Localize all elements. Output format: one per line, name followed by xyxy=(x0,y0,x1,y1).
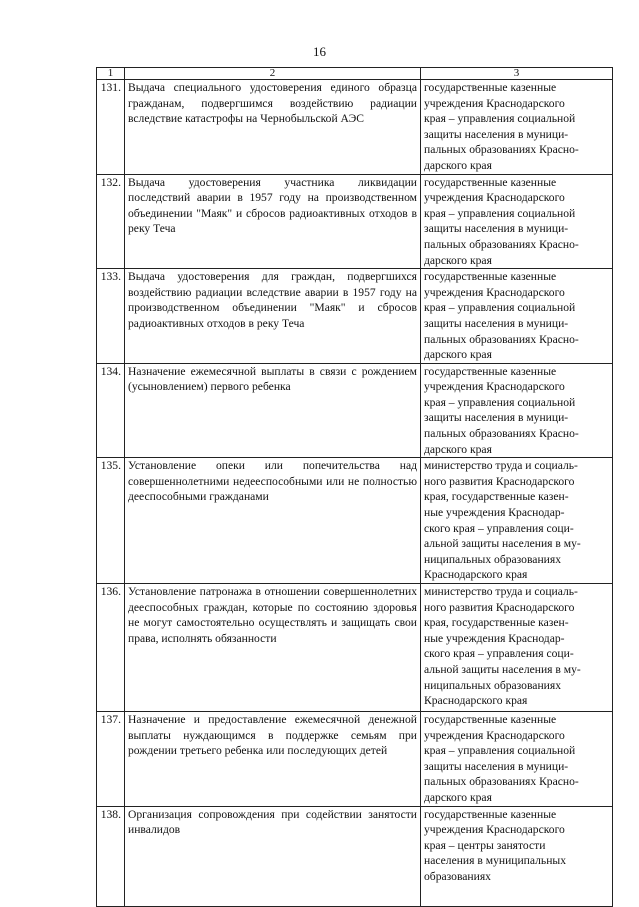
organization-line: края – управления социальной xyxy=(424,395,576,409)
service-description: Выдача специального удостоверения единого образца гражданам, подвергшимся воздействию радиации вследствие катастрофы на Чернобыльской АЭС xyxy=(125,80,421,175)
service-description: Установление опеки или попечительства над совершеннолетними недееспособными или не полностью дееспособными гражданами xyxy=(125,458,421,584)
organization-line: защиты населения в муници- xyxy=(424,411,569,425)
row-number: 133. xyxy=(97,269,125,364)
organization-line: края, государственные казен- xyxy=(424,490,569,504)
organization-line: дарского края xyxy=(424,348,492,362)
row-number: 135. xyxy=(97,458,125,584)
table-header-row xyxy=(97,68,613,80)
responsible-organization xyxy=(421,363,613,458)
organization-line: ного развития Краснодарского xyxy=(424,600,575,614)
organization-line: альной защиты населения в му- xyxy=(424,537,581,551)
organization-line: государственные казенные xyxy=(424,81,557,94)
organization-line: края – управления социальной xyxy=(424,744,576,758)
organization-line: ниципальных образованиях xyxy=(424,678,561,692)
organization-line: края – управления социальной xyxy=(424,206,576,220)
row-number: 137. xyxy=(97,712,125,807)
organization-line: альной защиты населения в му- xyxy=(424,662,581,676)
page-number: 16 xyxy=(313,44,326,59)
organization-line: ского края – управления соци- xyxy=(424,647,574,661)
responsible-organization xyxy=(421,458,613,584)
organization-line: государственные казенные xyxy=(424,364,557,378)
responsible-organization xyxy=(421,806,613,906)
organization-line: населения в муниципальных xyxy=(424,854,566,868)
responsible-organization xyxy=(421,712,613,807)
organization-line: защиты населения в муници- xyxy=(424,127,569,141)
services-table xyxy=(96,67,613,907)
table-row xyxy=(97,363,613,458)
responsible-organization xyxy=(421,269,613,364)
organization-line: учреждения Краснодарского xyxy=(424,96,565,110)
organization-line: края – центры занятости xyxy=(424,838,546,852)
organization-line: ского края – управления соци- xyxy=(424,521,574,535)
service-description: Выдача удостоверения участника ликвидации последствий аварии в 1957 году на производственном объединении "Маяк" и сбросов радиоактивных отходов в реку Теча xyxy=(125,174,421,269)
organization-line: ные учреждения Краснодар- xyxy=(424,631,565,645)
organization-line: учреждения Краснодарского xyxy=(424,285,565,299)
service-description: Назначение и предоставление ежемесячной денежной выплаты нуждающимся в поддержке семьям при рождении третьего ребенка или последующих детей xyxy=(125,712,421,807)
table-row xyxy=(97,174,613,269)
organization-line: края, государственные казен- xyxy=(424,616,569,630)
organization-line: пальных образованиях Красно- xyxy=(424,332,579,346)
organization-line: Краснодарского края xyxy=(424,694,528,708)
organization-line: министерство труда и социаль- xyxy=(424,585,578,598)
organization-line: учреждения Краснодарского xyxy=(424,728,565,742)
service-description: Установление патронажа в отношении совершеннолетних дееспособных граждан, которые по состоянию здоровья не могут самостоятельно осуществлять и защищать свои права, исполнять обязанности xyxy=(125,584,421,712)
row-number: 131. xyxy=(97,80,125,175)
organization-line: дарского края xyxy=(424,253,492,267)
row-number: 136. xyxy=(97,584,125,712)
organization-line: государственные казенные xyxy=(424,175,557,189)
row-number: 134. xyxy=(97,363,125,458)
organization-line: учреждения Краснодарского xyxy=(424,191,565,205)
organization-line: ного развития Краснодарского xyxy=(424,474,575,488)
header-col-3: 3 xyxy=(421,68,613,80)
organization-line: государственные казенные xyxy=(424,270,557,284)
organization-line: защиты населения в муници- xyxy=(424,316,569,330)
responsible-organization xyxy=(421,174,613,269)
service-description: Организация сопровождения при содействии занятости инвалидов xyxy=(125,806,421,906)
table-row xyxy=(97,806,613,906)
organization-line: образованиях xyxy=(424,869,491,883)
organization-line: дарского края xyxy=(424,158,492,172)
table-row xyxy=(97,712,613,807)
responsible-organization xyxy=(421,584,613,712)
organization-line: пальных образованиях Красно- xyxy=(424,427,579,441)
row-number: 138. xyxy=(97,806,125,906)
service-description: Выдача удостоверения для граждан, подвергшихся воздействию радиации вследствие аварии в 1957 году на производственном объединении "Маяк" и сбросов радиоактивных отходов в реку Теча xyxy=(125,269,421,364)
organization-line: учреждения Краснодарского xyxy=(424,823,565,837)
organization-line: дарского края xyxy=(424,442,492,456)
organization-line: Краснодарского края xyxy=(424,568,528,582)
table-row xyxy=(97,458,613,584)
organization-line: защиты населения в муници- xyxy=(424,222,569,236)
responsible-organization xyxy=(421,80,613,175)
organization-line: пальных образованиях Красно- xyxy=(424,237,579,251)
organization-line: пальных образованиях Красно- xyxy=(424,775,579,789)
organization-line: защиты населения в муници- xyxy=(424,759,569,773)
header-col-1: 1 xyxy=(97,68,125,80)
organization-line: пальных образованиях Красно- xyxy=(424,143,579,157)
organization-line: министерство труда и социаль- xyxy=(424,459,578,473)
service-description: Назначение ежемесячной выплаты в связи с рождением (усыновлением) первого ребенка xyxy=(125,363,421,458)
organization-line: государственные казенные xyxy=(424,713,557,726)
header-col-2: 2 xyxy=(125,68,421,80)
row-number: 132. xyxy=(97,174,125,269)
organization-line: края – управления социальной xyxy=(424,301,576,315)
organization-line: края – управления социальной xyxy=(424,112,576,126)
organization-line: ниципальных образованиях xyxy=(424,552,561,566)
table-row xyxy=(97,80,613,175)
organization-line: учреждения Краснодарского xyxy=(424,380,565,394)
organization-line: дарского края xyxy=(424,790,492,804)
organization-line: ные учреждения Краснодар- xyxy=(424,506,565,520)
organization-line: государственные казенные xyxy=(424,807,557,821)
table-row xyxy=(97,269,613,364)
table-row xyxy=(97,584,613,712)
